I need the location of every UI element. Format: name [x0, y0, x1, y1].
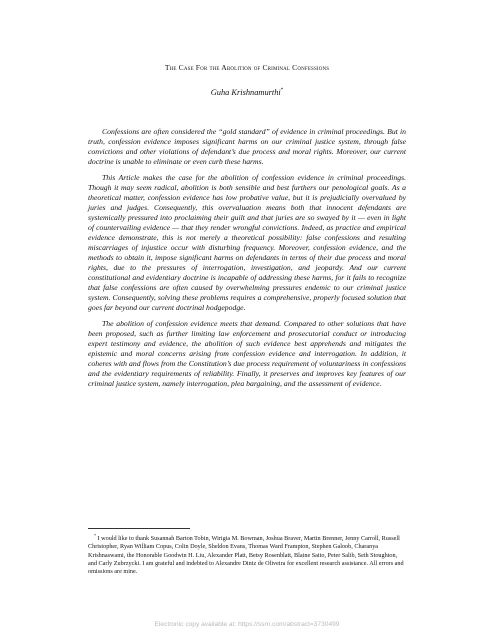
- abstract-paragraph: This Article makes the case for the abolition of confession evidence in criminal proceedings. Though it may seem radical, abolition is both sensible and best furthers our penological goals. As a theoretical matter, confession evidence has low probative value, but it is prejudicially overvalued by juries and judges. Consequently, this overvaluation means both that innocent defendants are systemically pressured into proclaiming their guilt and that juries are so swayed by it — even in light of countervailing evidence — that they render wrongful convictions. Indeed, as practice and empirical evidence demonstrate, this is not merely a theoretical possibility: false confessions and resulting miscarriages of injustice occur with disturbing frequency. Moreover, confession evidence, and the methods to obtain it, impose significant harms on defendants in terms of their due process and moral rights, due to the pressures of interrogation, investigation, and jeopardy. And our current constitutional and evidentiary doctrine is incapable of addressing these harms, for it fails to recognize that false confessions are often caused by overwhelming pressures endemic to our criminal justice system. Consequently, solving these problems requires a comprehensive, properly focused solution that goes far beyond our current doctrinal hodgepodge.: [88, 172, 406, 313]
- footnote-text: I would like to thank Susannah Barton Tobin, Wirigia M. Bowman, Joshua Braver, Martin Brenner, Jenny Carroll, Russell Christopher, Ryan William Copus, Colin Doyle, Sheldon Evans, Thomas Ward Frampton, Stephen Galoob, Charanya Krishnaswami, the Honorable Goodwin H. Liu, Alexander Platt, Betsy Rosenblatt, Blaine Saito, Peter Salib, Seth Stoughton, and Carly Zubrzycki. I am grateful and indebted to Alexandre Diniz de Oliveira for excellent research assistance. All errors and omissions are mine.: [88, 535, 404, 576]
- author-name: Guha Krishnamurthi: [210, 88, 281, 97]
- author-footnote-mark: *: [280, 88, 284, 94]
- ssrn-footer[interactable]: Electronic copy available at: https://ssrn.com/abstract=3730499: [154, 621, 340, 628]
- abstract-paragraph: Confessions are often considered the “gold standard” of evidence in criminal proceedings. But in truth, confession evidence imposes significant harms on our criminal justice system, through false convictions and other violations of defendant’s due process and moral rights. Moreover, our current doctrine is unable to eliminate or even curb these harms.: [88, 127, 406, 167]
- footnote-mark: *: [94, 533, 96, 538]
- author-line: [0, 88, 494, 97]
- abstract-body: [88, 127, 406, 394]
- article-title: The Case For the Abolition of Criminal Confessions: [164, 63, 330, 72]
- footnote: [88, 532, 406, 577]
- abstract-paragraph: The abolition of confession evidence meets that demand. Compared to other solutions that have been proposed, such as further limiting law enforcement and prosecutorial conduct or introducing expert testimony and evidence, the abolition of such evidence best apprehends and mitigates the epistemic and moral concerns arising from confession evidence and interrogation. In addition, it coheres with and flows from the Constitution’s due process requirement of voluntariness in confessions and the evidentiary requirements of reliability. Finally, it preserves and improves key features of our criminal justice system, namely interrogation, plea bargaining, and the assessment of evidence.: [88, 318, 406, 388]
- footnote-divider: [88, 528, 190, 529]
